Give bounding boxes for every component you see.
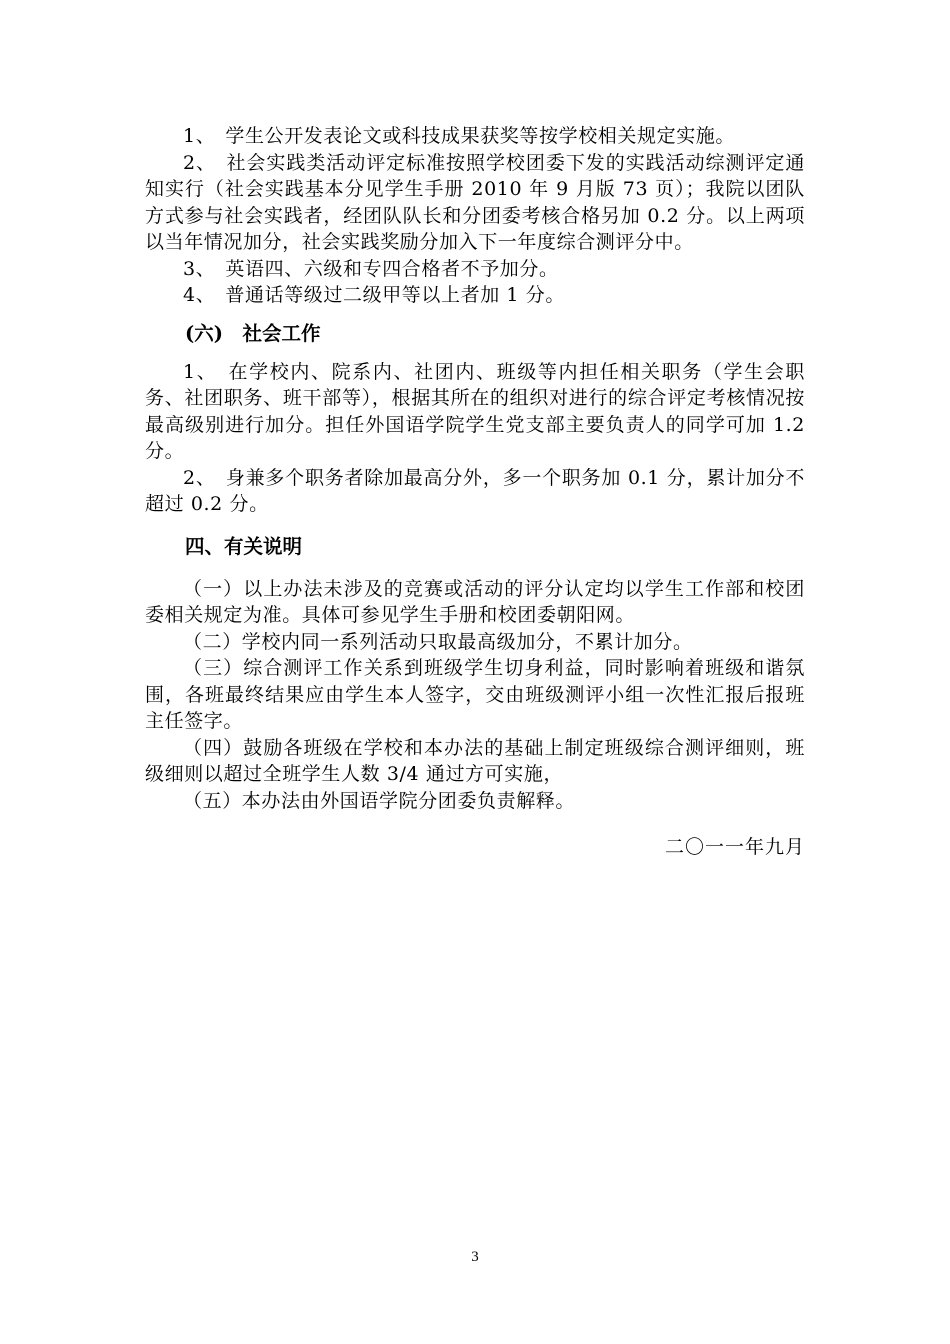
list-item: 3、 英语四、六级和专四合格者不予加分。 xyxy=(183,257,559,280)
document-date: 二〇一一年九月 xyxy=(664,836,805,858)
page-number: 3 xyxy=(471,1249,479,1265)
list-item: （四）鼓励各班级在学校和本办法的基础上制定班级综合测评细则，班级细则以超过全班学生人数 3/4 通过方可实施， xyxy=(145,736,805,785)
document-body xyxy=(145,123,805,860)
list-item: 1、 学生公开发表论文或科技成果获奖等按学校相关规定实施。 xyxy=(183,125,735,147)
list-item: 2、 社会实践类活动评定标准按照学校团委下发的实践活动综测评定通知实行（社会实践基本分见学生手册 2010 年 9 月版 73 页）；我院以团队方式参与社会实践者，经团队队长和分团委考核合格另加 0.2 分。以上两项以当年情况加分，社会实践奖励分加入下一年度综合测评分中。 xyxy=(145,151,805,253)
list-item: 2、 身兼多个职务者除加最高分外，多一个职务加 0.1 分，累计加分不超过 0.2 分。 xyxy=(145,466,805,515)
list-item: （三）综合测评工作关系到班级学生切身利益，同时影响着班级和谐氛围，各班最终结果应由学生本人签字，交由班级测评小组一次性汇报后报班主任签字。 xyxy=(145,657,805,732)
list-item: （一）以上办法未涉及的竞赛或活动的评分认定均以学生工作部和校团委相关规定为准。具体可参见学生手册和校团委朝阳网。 xyxy=(145,577,805,626)
list-item: 4、 普通话等级过二级甲等以上者加 1 分。 xyxy=(183,284,565,306)
section-heading-social-work: (六) 社会工作 xyxy=(185,321,321,345)
section-heading-notes: 四、有关说明 xyxy=(185,534,303,558)
list-item: （二）学校内同一系列活动只取最高级加分，不累计加分。 xyxy=(183,630,693,653)
list-item: （五）本办法由外国语学院分团委负责解释。 xyxy=(183,789,576,812)
list-item: 1、 在学校内、院系内、社团内、班级等内担任相关职务（学生会职务、社团职务、班干部等），根据其所在的组织对进行的综合评定考核情况按最高级别进行加分。担任外国语学院学生党支部主要负责人的同学可加 1.2 分。 xyxy=(145,360,805,462)
